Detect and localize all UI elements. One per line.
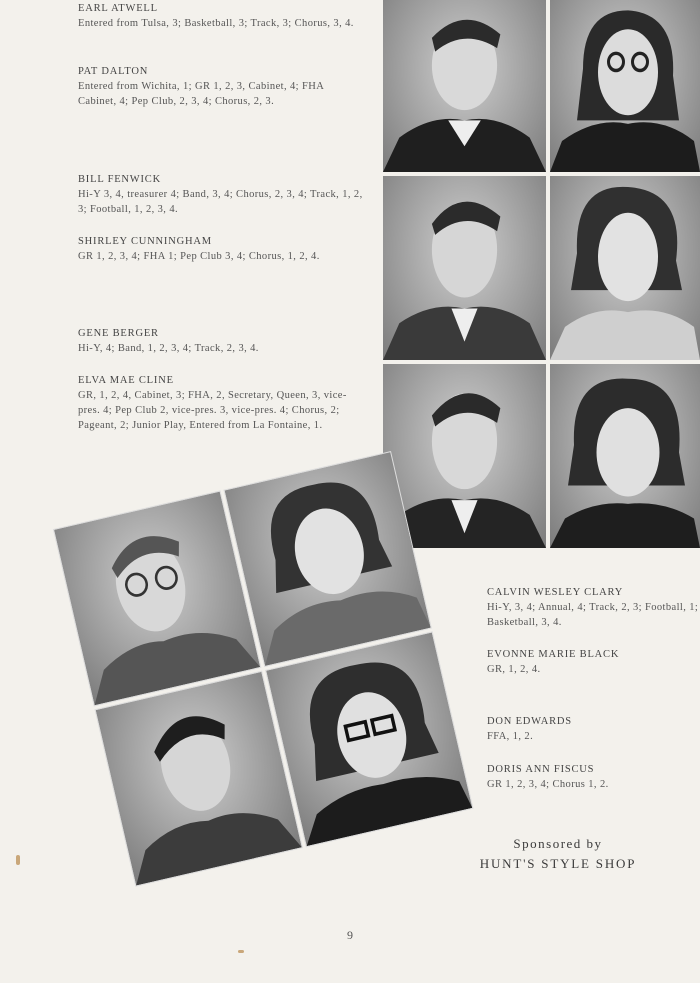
paper-speck <box>238 950 244 953</box>
student-activities: FFA, 1, 2. <box>487 731 534 742</box>
entry-don-edwards <box>487 714 700 744</box>
student-activities: Hi-Y 3, 4, treasurer 4; Band, 3, 4; Chorus, 2, 3, 4; Track, 1, 2, 3; Football, 1, 2, 3, 4. <box>78 189 363 215</box>
student-name: EVONNE MARIE BLACK <box>487 649 620 660</box>
student-activities: GR 1, 2, 3, 4; Chorus 1, 2. <box>487 779 609 790</box>
entry-shirley-cunningham <box>78 234 363 264</box>
entry-bill-fenwick <box>78 172 363 217</box>
student-name: GENE BERGER <box>78 328 159 339</box>
student-activities: GR 1, 2, 3, 4; FHA 1; Pep Club 3, 4; Chorus, 1, 2, 4. <box>78 251 320 262</box>
student-name: DON EDWARDS <box>487 716 572 727</box>
entry-gene-berger <box>78 326 363 356</box>
portrait-pat-dalton <box>550 0 700 172</box>
page-number: 9 <box>347 928 353 942</box>
student-activities: GR, 1, 2, 4, Cabinet, 3; FHA, 2, Secretary, Queen, 3, vice-pres. 4; Pep Club 2, vice-pres. 3, vice-pres. 4; Chorus, 2; Pageant, 2; Junior Play, Entered from La Fontaine, 1. <box>78 390 347 431</box>
entry-earl-atwell <box>78 1 363 31</box>
student-name: ELVA MAE CLINE <box>78 375 174 386</box>
entry-evonne-marie-black <box>487 647 700 677</box>
entry-pat-dalton <box>78 64 363 109</box>
sponsor-label: Sponsored by <box>513 836 603 851</box>
student-activities: Entered from Wichita, 1; GR 1, 2, 3, Cabinet, 4; FHA Cabinet, 4; Pep Club, 2, 3, 4; Chorus, 2, 3. <box>78 81 324 107</box>
student-name: BILL FENWICK <box>78 174 161 185</box>
portrait-earl-atwell <box>383 0 546 172</box>
student-activities: Hi-Y, 4; Band, 1, 2, 3, 4; Track, 2, 3, 4. <box>78 343 259 354</box>
portrait-bill-fenwick <box>383 176 546 360</box>
student-name: CALVIN WESLEY CLARY <box>487 587 624 598</box>
portrait-doris-ann-fiscus <box>265 631 474 847</box>
student-name: SHIRLEY CUNNINGHAM <box>78 236 212 247</box>
student-name: PAT DALTON <box>78 66 149 77</box>
portrait-evonne-marie-black <box>223 451 432 667</box>
student-name: DORIS ANN FISCUS <box>487 764 595 775</box>
student-activities: GR, 1, 2, 4. <box>487 664 541 675</box>
student-name: EARL ATWELL <box>78 3 158 14</box>
portrait-shirley-cunningham <box>550 176 700 360</box>
portrait-elva-mae-cline <box>550 364 700 548</box>
entry-elva-mae-cline <box>78 373 363 433</box>
student-activities: Entered from Tulsa, 3; Basketball, 3; Track, 3; Chorus, 3, 4. <box>78 18 354 29</box>
sponsor-block <box>458 836 658 872</box>
entry-doris-ann-fiscus <box>487 762 700 792</box>
sponsor-name: HUNT'S STYLE SHOP <box>479 856 637 871</box>
paper-speck <box>16 855 20 865</box>
entry-calvin-wesley-clary <box>487 585 700 630</box>
student-activities: Hi-Y, 3, 4; Annual, 4; Track, 2, 3; Football, 1; Basketball, 3, 4. <box>487 602 699 628</box>
